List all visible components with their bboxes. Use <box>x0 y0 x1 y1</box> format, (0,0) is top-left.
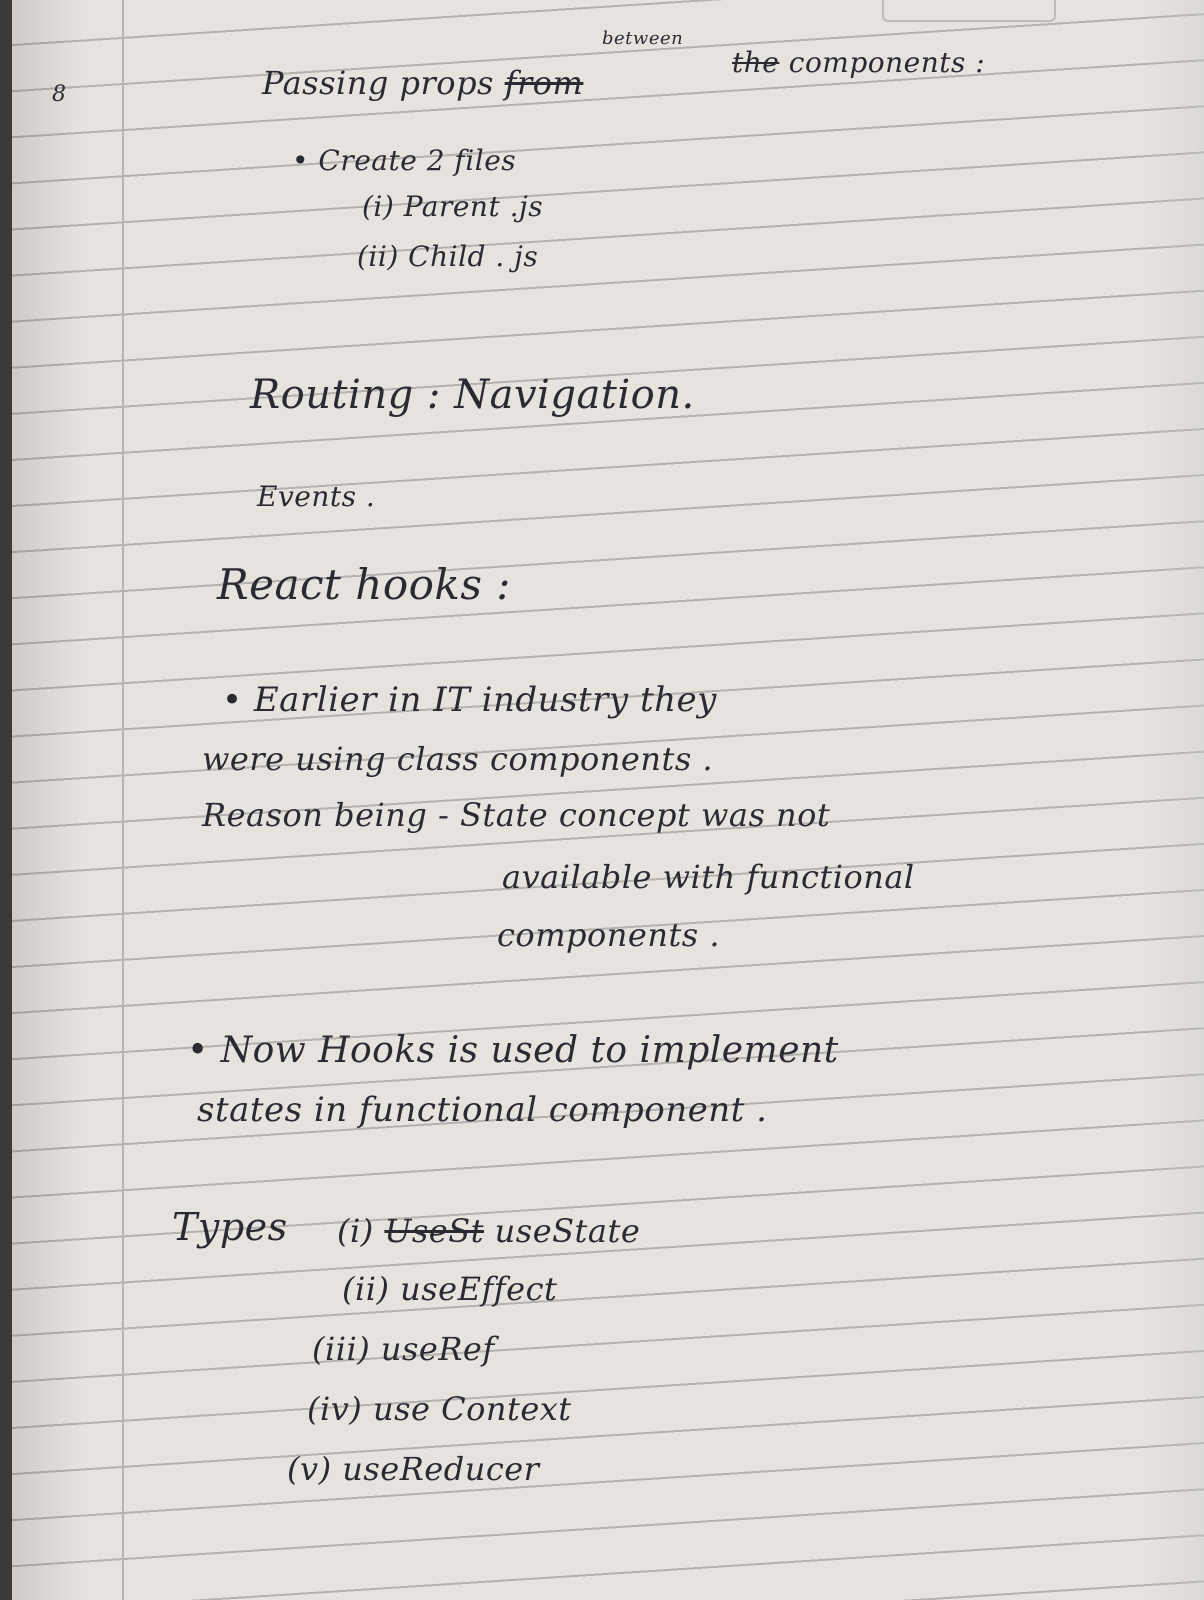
types-item-1-num: (i) <box>337 1212 374 1250</box>
types-item-3: (iii) useRef <box>312 1330 495 1368</box>
file-item-parent: (i) Parent .js <box>362 190 544 223</box>
types-item-5: (v) useReducer <box>287 1450 540 1488</box>
para2-line1: • Now Hooks is used to implement <box>187 1030 839 1071</box>
file-item-child: (ii) Child . js <box>357 240 539 273</box>
heading-insert-word: between <box>602 28 684 49</box>
types-item-1 <box>337 1212 640 1250</box>
para1-line2: were using class components . <box>202 740 714 778</box>
types-item-1-value: useState <box>494 1212 641 1250</box>
heading-prefix: Passing props <box>262 64 494 102</box>
heading-events: Events . <box>257 480 376 513</box>
notebook-page <box>12 0 1204 1600</box>
page-shadow <box>1144 0 1204 1600</box>
heading-struck-word-2: the <box>732 46 780 79</box>
types-item-4: (iv) use Context <box>307 1390 572 1428</box>
heading-react-hooks: React hooks : <box>217 560 511 609</box>
page-number: 8 <box>52 82 67 107</box>
para2-line2: states in functional component . <box>197 1090 768 1130</box>
heading-routing: Routing : Navigation. <box>250 372 695 418</box>
para1-line5: components . <box>497 916 721 954</box>
types-item-1-struck: UseSt <box>384 1212 484 1250</box>
heading-passing-props <box>262 64 583 102</box>
margin-line <box>122 0 124 1600</box>
types-label: Types <box>172 1205 288 1249</box>
step-create-files: • Create 2 files <box>292 144 517 177</box>
heading-suffix-text: components : <box>788 46 986 79</box>
page-corner-box <box>882 0 1056 22</box>
para1-line3: Reason being - State concept was not <box>202 796 831 834</box>
types-item-2: (ii) useEffect <box>342 1270 558 1308</box>
heading-struck-word: from <box>504 64 584 102</box>
para1-line1: • Earlier in IT industry they <box>222 680 717 720</box>
heading-suffix <box>732 46 985 79</box>
para1-line4: available with functional <box>502 858 915 896</box>
